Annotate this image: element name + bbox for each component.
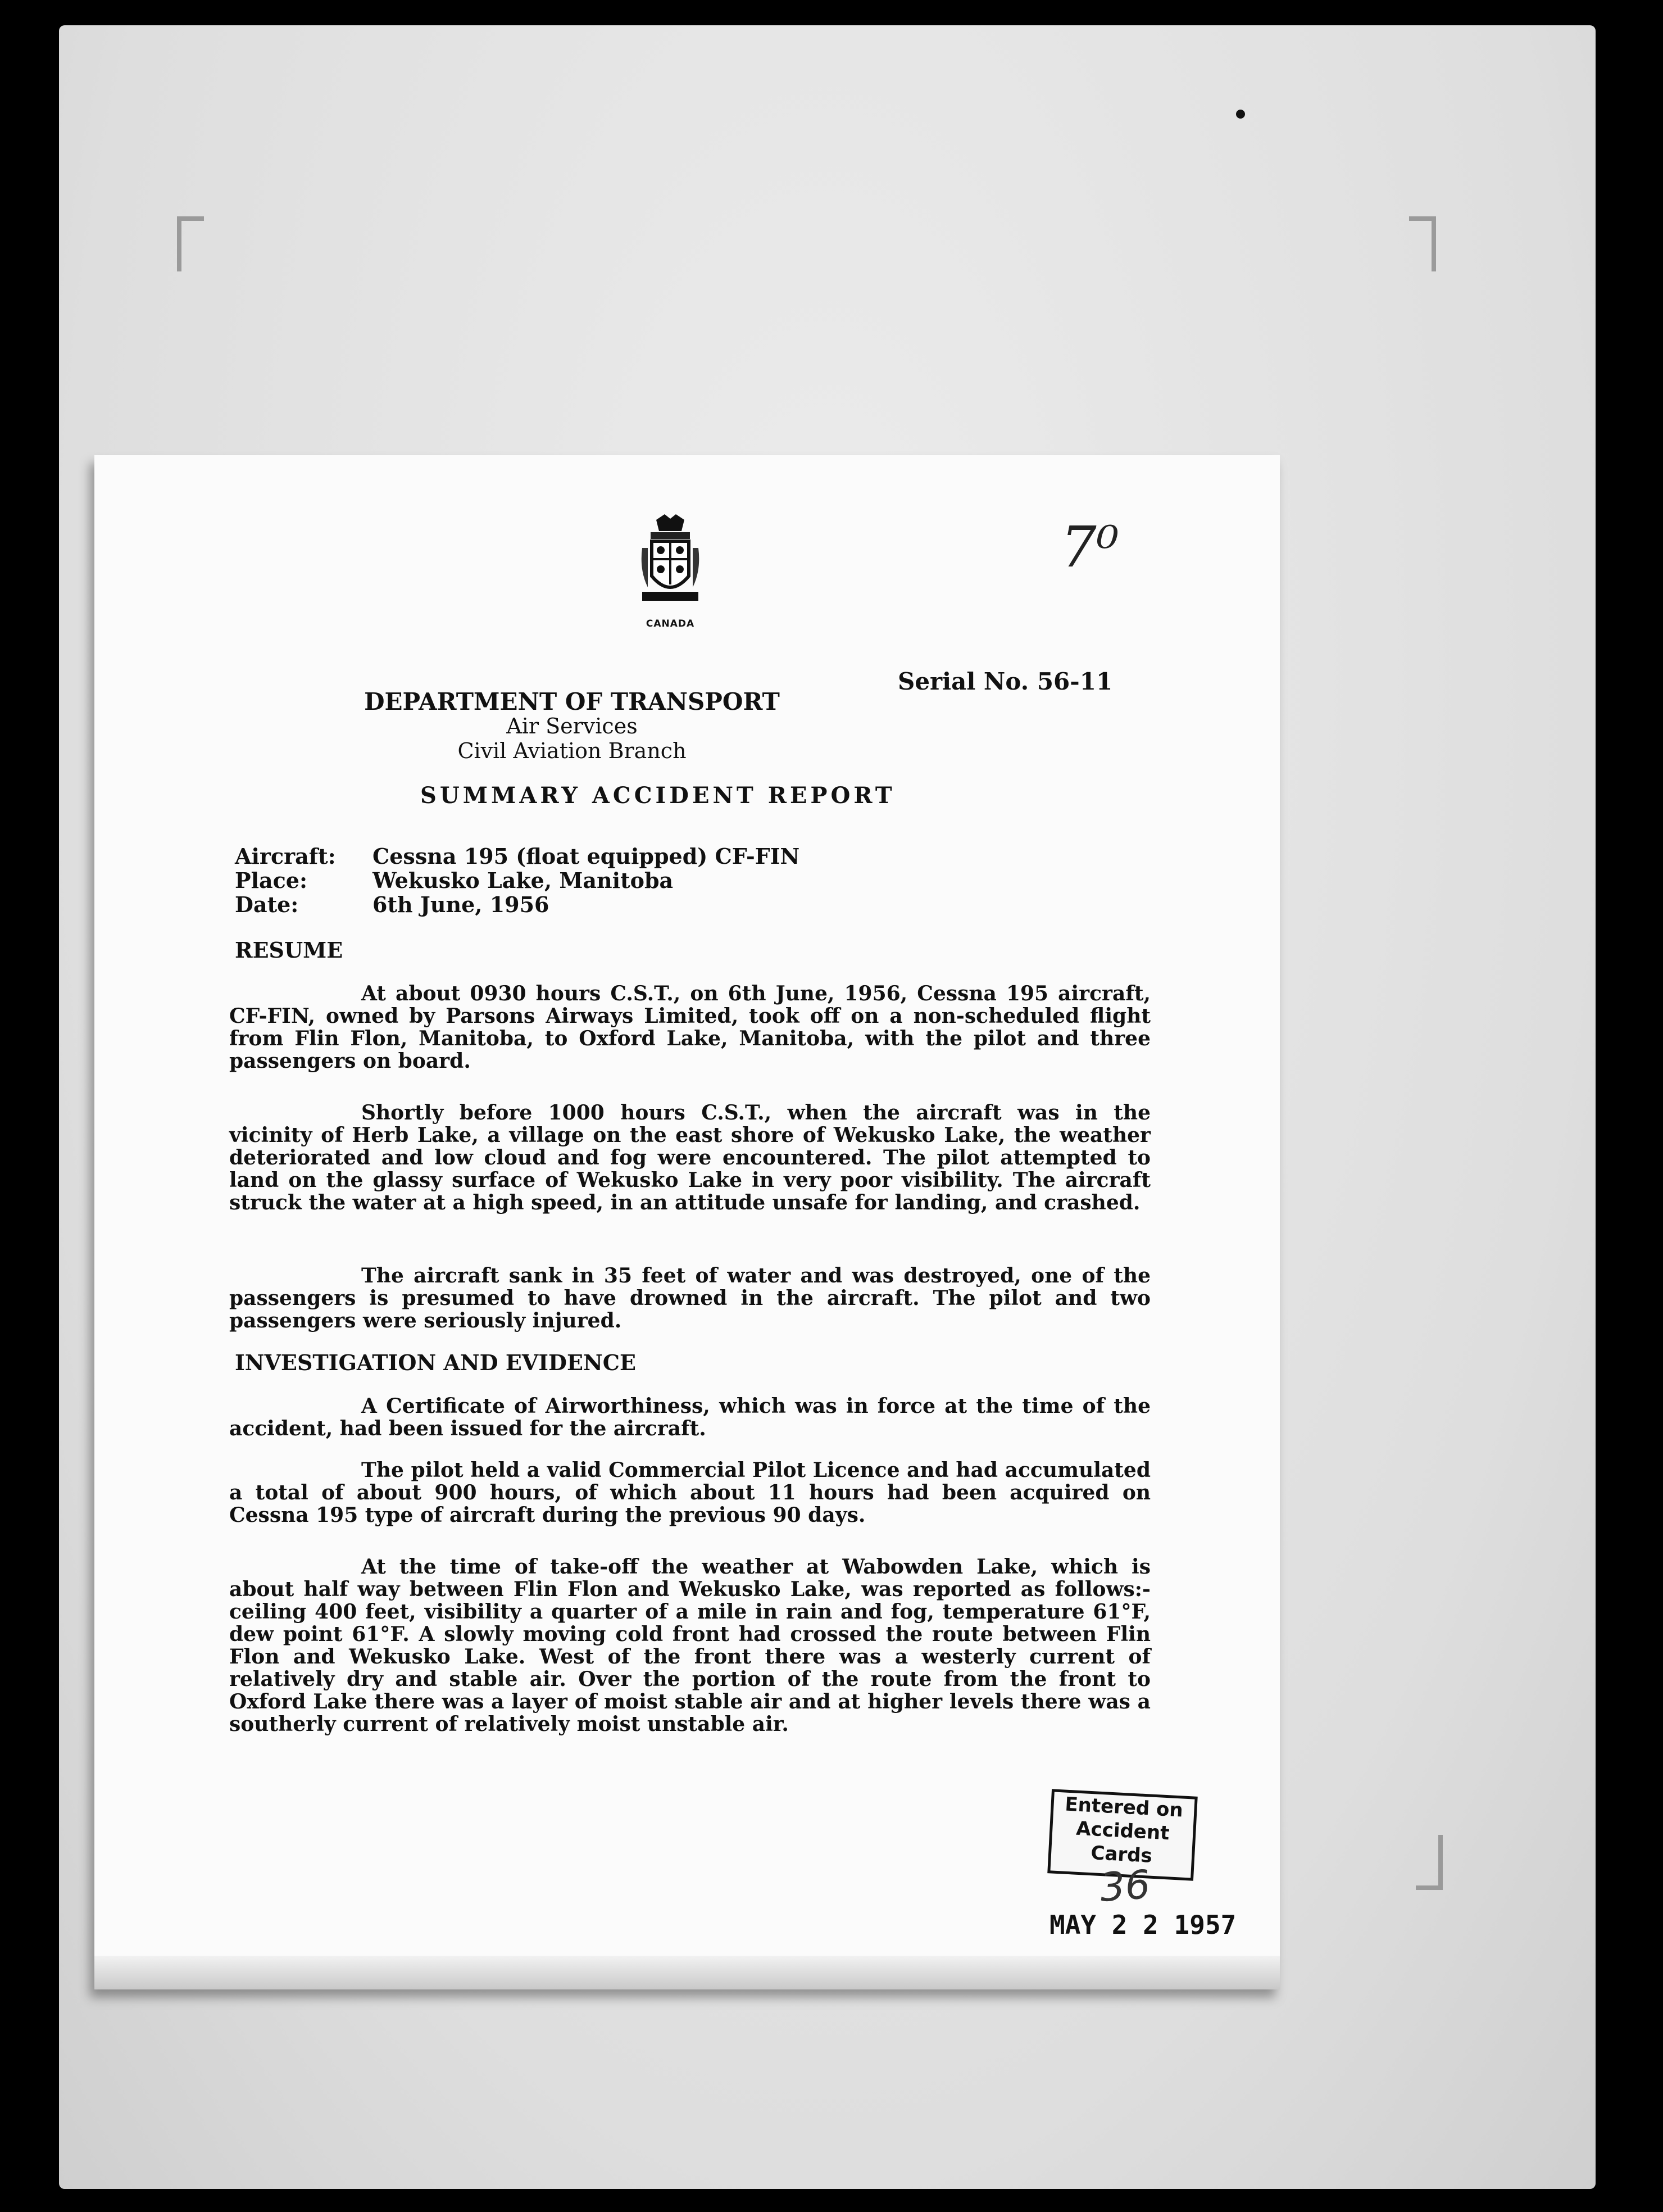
paragraph: The pilot held a valid Commercial Pilot Licence and had accumulated a total of about 900 hours, of which about 11 hours had been acquired on Cessna 195 type of aircraft during the previous 90 days. xyxy=(229,1458,1151,1527)
paragraph: At about 0930 hours C.S.T., on 6th June, 1956, Cessna 195 aircraft, CF-FIN, owned by Parsons Airways Limited, took off on a non-scheduled flight from Flin Flon, Manitoba, to Oxford Lake, Manitoba, with the pilot and three passengers on board. xyxy=(229,982,1151,1073)
crop-mark xyxy=(1416,1835,1443,1890)
handwritten-number: 7⁰ xyxy=(1061,514,1119,580)
department-name: DEPARTMENT OF TRANSPORT xyxy=(364,688,780,715)
section-heading-resume: RESUME xyxy=(235,937,343,963)
meta-row-date xyxy=(235,892,799,917)
paragraph: At the time of take-off the weather at Wabowden Lake, which is about half way between Flin Flon and Wekusko Lake, was reported as follows:- ceiling 400 feet, visibility a quarter of a mile in rain and fog, temperature 61°F, dew point 61°F. A slowly moving cold front had crossed the route between Flin Flon and Wekusko Lake. West of the front there was a westerly current of relatively dry and stable air. Over the portion of the route from the front to Oxford Lake there was a layer of moist stable air and at higher levels there was a southerly current of relatively moist unstable air. xyxy=(229,1555,1151,1736)
crop-mark xyxy=(1409,216,1436,271)
meta-label: Date: xyxy=(235,892,299,917)
meta-label: Aircraft: xyxy=(235,844,336,869)
report-title: SUMMARY ACCIDENT REPORT xyxy=(420,782,896,809)
coat-of-arms-icon xyxy=(634,514,707,607)
stamp-line: Entered on xyxy=(1064,1793,1184,1822)
report-metadata xyxy=(235,844,799,917)
meta-value: Wekusko Lake, Manitoba xyxy=(372,868,674,893)
serial-number: Serial No. 56-11 xyxy=(898,668,1113,695)
meta-value: 6th June, 1956 xyxy=(372,892,549,917)
report-page xyxy=(94,455,1280,1989)
paragraph: A Certificate of Airworthiness, which was in force at the time of the accident, had been issued for the aircraft. xyxy=(229,1394,1151,1440)
meta-row-place xyxy=(235,868,799,892)
crop-mark xyxy=(177,216,204,271)
section-heading-investigation: INVESTIGATION AND EVIDENCE xyxy=(235,1350,636,1375)
date-stamp: MAY 2 2 1957 xyxy=(1049,1910,1237,1940)
stamp-line: Accident xyxy=(1075,1817,1170,1845)
paragraph: The aircraft sank in 35 feet of water and was destroyed, one of the passengers is presumed to have drowned in the aircraft. The pilot and two passengers were seriously injured. xyxy=(229,1264,1151,1332)
meta-value: Cessna 195 (float equipped) CF-FIN xyxy=(372,844,800,869)
country-label: CANADA xyxy=(646,618,695,629)
dust-speck xyxy=(1236,110,1245,119)
paragraph: Shortly before 1000 hours C.S.T., when the aircraft was in the vicinity of Herb Lake, a village on the east shore of Wekusko Lake, the weather deteriorated and low cloud and fog were encountered. The pilot attempted to land on the glassy surface of Wekusko Lake in very poor visibility. The aircraft struck the water at a high speed, in an attitude unsafe for landing, and crashed. xyxy=(229,1101,1151,1214)
branch-name: Civil Aviation Branch xyxy=(457,738,687,763)
handwritten-card-number: 36 xyxy=(1098,1861,1152,1911)
meta-row-aircraft xyxy=(235,844,799,868)
meta-label: Place: xyxy=(235,868,307,893)
stamp-line: Cards xyxy=(1090,1842,1153,1867)
service-name: Air Services xyxy=(506,714,638,738)
